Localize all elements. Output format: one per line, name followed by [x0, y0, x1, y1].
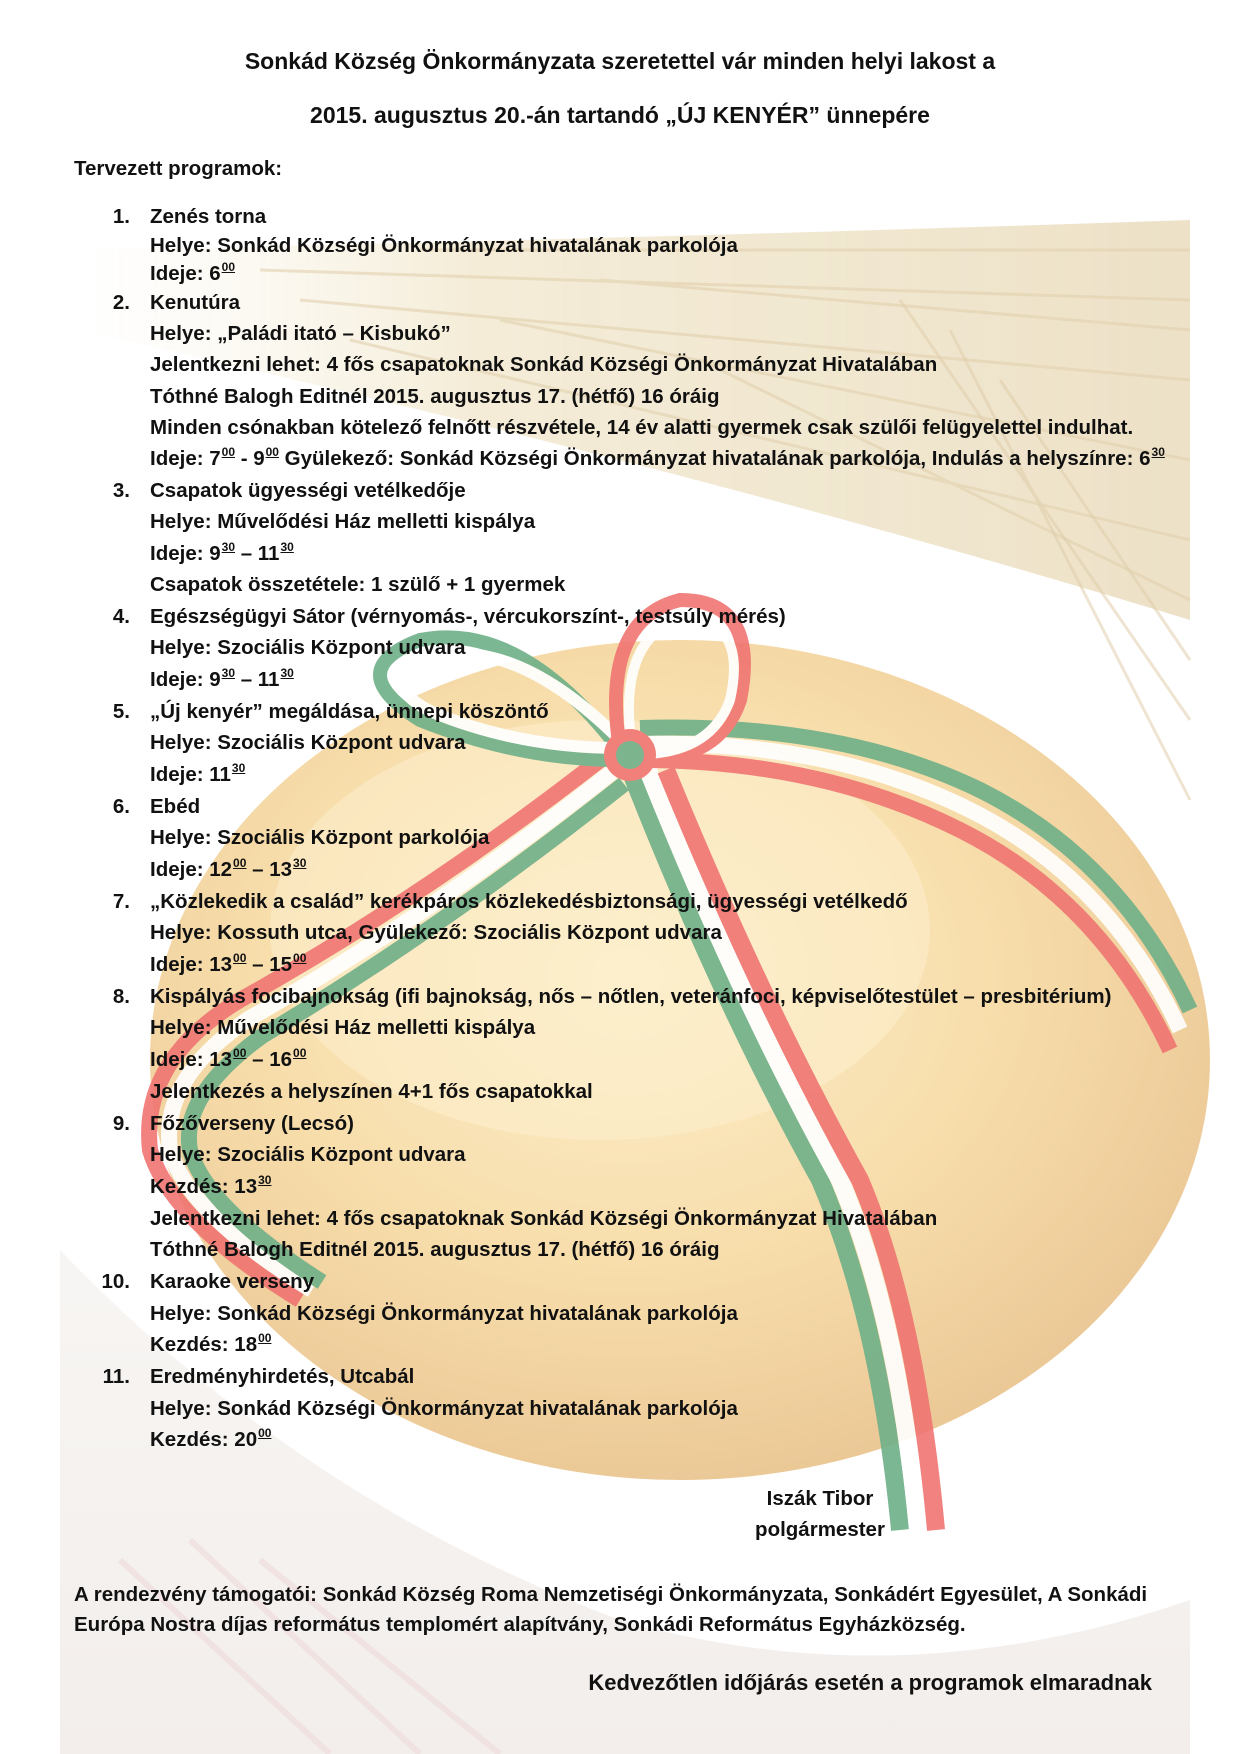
program-place: Helye: Szociális Központ udvara [150, 636, 466, 659]
program-time: Ideje: $11^{30}$ [150, 761, 246, 786]
program-note: Minden csónakban kötelező felnőtt részvétele, 14 év alatti gyermek csak szülői felügyelettel indulhat. [150, 416, 1134, 439]
program-number: 6. [112, 795, 130, 818]
program-time: Kezdés: $13^{30}$ [150, 1173, 272, 1198]
programs-intro: Tervezett programok: [74, 157, 283, 180]
program-number: 9. [112, 1112, 130, 1135]
program-title: Zenés torna [150, 205, 267, 228]
program-time: Ideje: $13^{00} - 16^{00}$ [150, 1046, 307, 1071]
program-number: 3. [112, 479, 130, 502]
program-note: Csapatok összetétele: 1 szülő + 1 gyermek [150, 573, 566, 596]
weather-note: Kedvezőtlen időjárás esetén a programok elmaradnak [588, 1670, 1152, 1695]
program-time: Ideje: $6^{00}$ [150, 260, 235, 285]
program-title: „Új kenyér” megáldása, ünnepi köszöntő [150, 700, 549, 723]
program-time: Ideje: $9^{30} - 11^{30}$ [150, 666, 294, 691]
program-number: 11. [102, 1365, 130, 1388]
program-title: Egészségügyi Sátor (vérnyomás-, vércukorszínt-, testsúly mérés) [150, 605, 786, 628]
program-number: 8. [112, 985, 130, 1008]
program-place: Helye: Művelődési Ház melletti kispálya [150, 510, 536, 533]
program-title: Kenutúra [150, 291, 240, 314]
program-time: Ideje: $9^{30} - 11^{30}$ [150, 540, 294, 565]
program-title: Ebéd [150, 795, 201, 818]
header-line-2: 2015. augusztus 20.-án tartandó „ÚJ KENYÉR” ünnepére [310, 102, 930, 128]
header-line-1: Sonkád Község Önkormányzata szeretettel vár minden helyi lakost a [244, 48, 996, 74]
program-title: Csapatok ügyességi vetélkedője [150, 479, 466, 502]
program-title: Főzőverseny (Lecsó) [150, 1112, 354, 1135]
program-place: Helye: Sonkád Községi Önkormányzat hivatalának parkolója [150, 1397, 738, 1420]
program-time: Ideje: $13^{00} - 15^{00}$ [150, 951, 307, 976]
program-registration: Jelentkezni lehet: 4 fős csapatoknak Sonkád Községi Önkormányzat Hivatalában [150, 1207, 938, 1230]
program-place: Helye: Kossuth utca, Gyülekező: Szociális Központ udvara [150, 921, 722, 944]
program-place: Helye: Szociális Központ udvara [150, 731, 466, 754]
program-number: 5. [112, 700, 130, 723]
program-time: Kezdés: $18^{00}$ [150, 1331, 272, 1356]
program-place: Helye: Szociális Központ udvara [150, 1143, 466, 1166]
program-place: Helye: „Paládi itató – Kisbukó” [150, 322, 451, 345]
program-registration: Tóthné Balogh Editnél 2015. augusztus 17. (hétfő) 16 óráig [150, 385, 720, 408]
program-registration: Jelentkezni lehet: 4 fős csapatoknak Sonkád Községi Önkormányzat Hivatalában [150, 353, 938, 376]
program-number: 7. [112, 890, 130, 913]
program-registration: Tóthné Balogh Editnél 2015. augusztus 17. (hétfő) 16 óráig [150, 1238, 720, 1261]
program-title: Kispályás focibajnokság (ifi bajnokság, nős – nőtlen, veteránfoci, képviselőtestület – presbitérium) [150, 985, 1112, 1008]
program-number: 1. [112, 205, 130, 228]
program-number: 10. [101, 1270, 130, 1293]
program-place: Helye: Művelődési Ház melletti kispálya [150, 1016, 536, 1039]
signature-name: Iszák Tibor [766, 1487, 874, 1510]
signature-role: polgármester [755, 1518, 885, 1541]
program-place: Helye: Sonkád Községi Önkormányzat hivatalának parkolója [150, 234, 738, 257]
program-number: 4. [112, 605, 130, 628]
program-time: Ideje: $12^{00} - 13^{30}$ [150, 856, 307, 881]
program-title: „Közlekedik a család” kerékpáros közlekedésbiztonsági, ügyességi vetélkedő [150, 890, 908, 913]
program-title: Karaoke verseny [150, 1270, 315, 1293]
sponsors-line-1: A rendezvény támogatói: Sonkád Község Roma Nemzetiségi Önkormányzata, Sonkádért Egyesület, A Sonkádi [74, 1583, 1148, 1606]
program-time: Kezdés: $20^{00}$ [150, 1426, 272, 1451]
sponsors-line-2: Európa Nostra díjas református templomért alapítvány, Sonkádi Református Egyházközség. [74, 1613, 966, 1636]
program-place: Helye: Sonkád Községi Önkormányzat hivatalának parkolója [150, 1302, 738, 1325]
program-time: Ideje: $7^{00} - 9^{00}$ Gyülekező: Sonkád Községi Önkormányzat hivatalának parkolója, Indulás a helyszínre: $6^{30}$ [150, 445, 1165, 470]
program-number: 2. [112, 291, 130, 314]
program-note: Jelentkezés a helyszínen 4+1 fős csapatokkal [150, 1080, 593, 1103]
program-title: Eredményhirdetés, Utcabál [150, 1365, 415, 1388]
program-place: Helye: Szociális Központ parkolója [150, 826, 490, 849]
